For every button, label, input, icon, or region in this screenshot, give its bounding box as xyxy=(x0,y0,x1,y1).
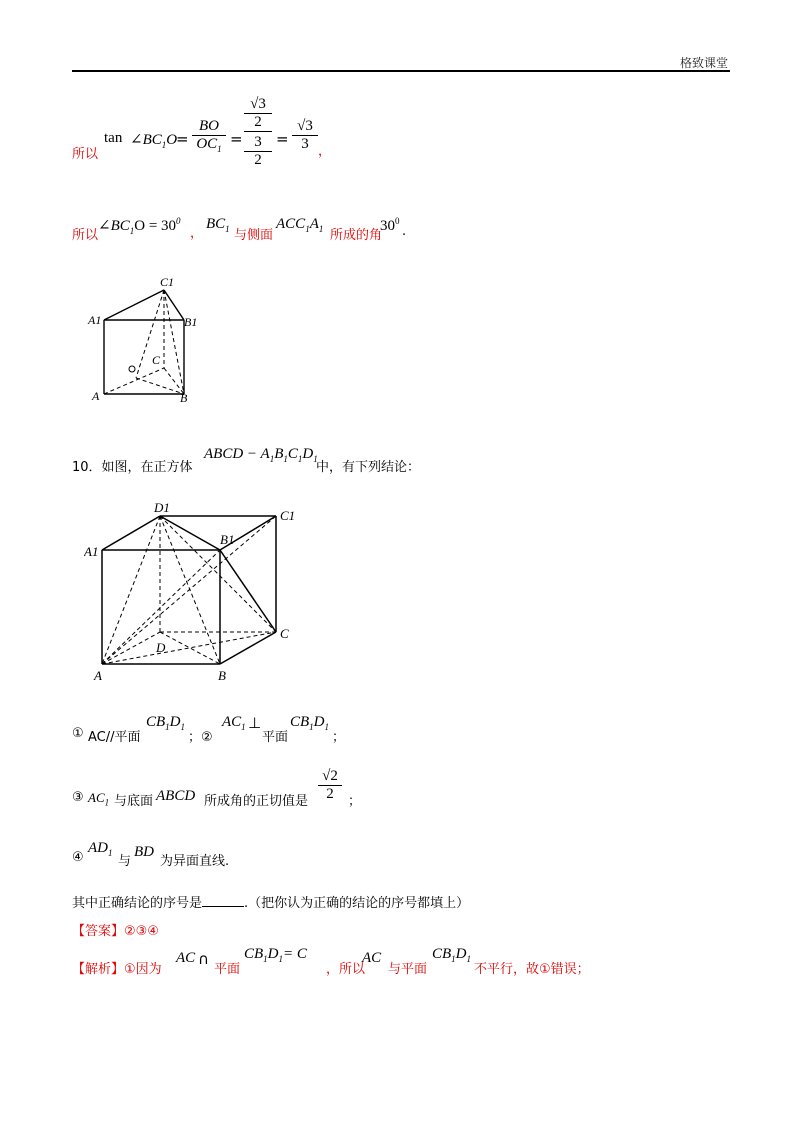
statement-3 xyxy=(72,766,492,822)
sup-0b: 0 xyxy=(395,216,400,226)
angle-statement xyxy=(72,212,492,242)
cube-label-a1: A1 xyxy=(84,544,99,559)
cube-label-b: B xyxy=(218,668,226,683)
stmt3-mid: 与底面 xyxy=(114,794,154,809)
q10-c: C xyxy=(287,446,298,462)
equals-2: = xyxy=(230,130,243,148)
label-a: A xyxy=(92,389,100,403)
stmt3-ac: AC xyxy=(88,790,105,805)
stmt2-ac: AC xyxy=(222,714,242,730)
stmt4-mid: 与 xyxy=(118,854,132,869)
sub-1: 1 xyxy=(161,140,167,150)
analysis-mid: ，所以 xyxy=(326,962,366,977)
frac-2: 2 xyxy=(326,786,334,802)
sub-1e: 1 xyxy=(318,224,324,234)
bc1-letters: BC xyxy=(206,216,226,232)
so-label-2: 所以 xyxy=(72,228,99,243)
analysis-plane: 平面 xyxy=(214,962,241,977)
question-text-b: .（把你认为正确的结论的序号都填上） xyxy=(244,896,470,911)
frac-sqrt3: √3 xyxy=(292,118,318,136)
comma-2: ， xyxy=(190,226,204,241)
cap-symbol: ∩ xyxy=(198,950,209,968)
angle-formed-text: 所成的角 xyxy=(330,228,383,243)
q10-sub1: 1 xyxy=(269,454,275,464)
analysis-tail: 不平行，故①错误； xyxy=(474,962,590,977)
frac-sqrt2: √2 xyxy=(318,768,342,786)
angle-bc1o: ∠BC xyxy=(98,218,130,234)
stmt4-tail: 为异面直线. xyxy=(160,854,230,869)
cube-figure xyxy=(84,498,310,688)
stmt2-sep: ；② xyxy=(188,730,213,745)
stmt4-ad: AD xyxy=(88,840,108,856)
sub-1c: 1 xyxy=(225,224,230,234)
label-c: C xyxy=(152,353,161,367)
stmt1-s1: 1 xyxy=(165,722,170,732)
label-b1: B1 xyxy=(184,315,198,329)
tan-word: tan xyxy=(104,130,123,146)
stmt4-bd: BD xyxy=(134,844,154,860)
label-b: B xyxy=(180,391,188,405)
q10-sub4: 1 xyxy=(313,454,318,464)
comma-1: ， xyxy=(318,144,332,159)
stmt2-end: ； xyxy=(332,730,346,745)
cube-label-a: A xyxy=(94,668,102,683)
stmt3-circle: ③ xyxy=(72,790,84,805)
analysis-s4: 1 xyxy=(466,954,472,964)
analysis-s2: 1 xyxy=(278,954,284,964)
stmt1-s2: 1 xyxy=(180,722,186,732)
frac-oc-sub: 1 xyxy=(217,144,222,154)
statement-4 xyxy=(72,838,492,868)
cube-label-d1: D1 xyxy=(154,500,170,515)
cube-label-c: C xyxy=(280,626,289,641)
header-rule xyxy=(72,70,730,72)
stmt4-s1: 1 xyxy=(108,848,113,858)
stmt2-s3: 1 xyxy=(241,722,246,732)
acc-letters: ACC xyxy=(276,216,306,232)
period-1: . xyxy=(402,224,407,239)
answer-blank xyxy=(202,906,244,907)
cf-den-2: 2 xyxy=(254,152,262,168)
cf-num-sqrt3: √3 xyxy=(244,96,272,114)
answer-line: 【答案】②③④ xyxy=(72,924,159,939)
statement-1-2 xyxy=(72,712,492,745)
frac-sqrt2-2 xyxy=(318,768,342,803)
so-label-1: 所以 xyxy=(72,147,99,162)
prism-figure xyxy=(86,272,206,406)
stmt3-end: ； xyxy=(348,794,362,809)
sub-1d: 1 xyxy=(305,224,310,234)
analysis-eqc: = C xyxy=(283,946,307,962)
analysis-cb2: CB xyxy=(432,946,452,962)
frac-3: 3 xyxy=(301,136,309,152)
label-c1: C1 xyxy=(160,275,175,289)
cf-den-3: 3 xyxy=(244,134,272,152)
sub-1b: 1 xyxy=(129,226,135,236)
question-text-a: 其中正确结论的序号是 xyxy=(72,896,203,911)
analysis-label: 【解析】①因为 xyxy=(72,962,162,977)
analysis-ac: AC xyxy=(176,950,196,966)
stmt2-s5: 1 xyxy=(324,722,330,732)
stmt1-cb: CB xyxy=(146,714,166,730)
a-letter: A xyxy=(309,216,319,232)
stmt2-cb: CB xyxy=(290,714,310,730)
stmt3-s1: 1 xyxy=(104,797,110,808)
fill-in-question xyxy=(72,892,469,911)
analysis-line xyxy=(72,944,632,976)
stmt4-circle: ④ xyxy=(72,850,84,865)
frac-sqrt3-3 xyxy=(292,118,318,153)
q10-abcd: ABCD − A xyxy=(204,446,270,462)
analysis-d2: D xyxy=(455,946,467,962)
complex-fraction xyxy=(244,96,272,169)
cube-label-c1: C1 xyxy=(280,508,296,523)
stmt1-d: D xyxy=(169,714,181,730)
label-a1: A1 xyxy=(88,313,102,327)
frac-bo: BO xyxy=(192,118,226,136)
stmt2-plane: 平面 xyxy=(262,730,289,745)
q10-sub2: 1 xyxy=(283,454,288,464)
analysis-mid2: 与平面 xyxy=(388,962,428,977)
cube-label-b1: B1 xyxy=(220,532,235,547)
q10-b: B xyxy=(274,446,284,462)
tan-formula xyxy=(72,96,372,186)
header-brand: 格致课堂 xyxy=(679,56,728,70)
o-letter: O xyxy=(166,132,178,148)
deg-30: 30 xyxy=(380,218,395,234)
angle-bc: ∠BC xyxy=(130,132,162,148)
cf-num-2: 2 xyxy=(244,114,272,132)
analysis-s3: 1 xyxy=(451,954,456,964)
perp-symbol: ⊥ xyxy=(248,714,262,732)
stmt2-d: D xyxy=(313,714,325,730)
sup-0: 0 xyxy=(176,216,181,226)
equals-1: = xyxy=(176,130,189,148)
cube-label-d: D xyxy=(156,640,166,655)
analysis-ac2: AC xyxy=(362,950,382,966)
equals-3: = xyxy=(276,130,289,148)
stmt3-abcd: ABCD xyxy=(156,788,196,804)
q10-d: D xyxy=(302,446,314,462)
frac-oc: OC xyxy=(196,136,218,152)
o-eq-30: O = 30 xyxy=(134,218,177,234)
side-face-text: 与侧面 xyxy=(234,228,274,243)
analysis-cb: CB xyxy=(244,946,264,962)
stmt3-tail: 所成角的正切值是 xyxy=(204,794,309,809)
q10-stem xyxy=(72,444,512,474)
q10-sub3: 1 xyxy=(297,454,303,464)
point-o-icon xyxy=(129,366,135,372)
q10-tail: 中，有下列结论： xyxy=(316,460,421,475)
analysis-s1: 1 xyxy=(263,954,268,964)
stmt1-ac-plane: AC//平面 xyxy=(88,730,141,745)
stmt2-s4: 1 xyxy=(309,722,314,732)
q10-number: 10．如图，在正方体 xyxy=(72,460,193,475)
stmt1-circle: ① xyxy=(72,726,84,741)
analysis-d: D xyxy=(267,946,279,962)
frac-bo-oc xyxy=(192,118,226,154)
